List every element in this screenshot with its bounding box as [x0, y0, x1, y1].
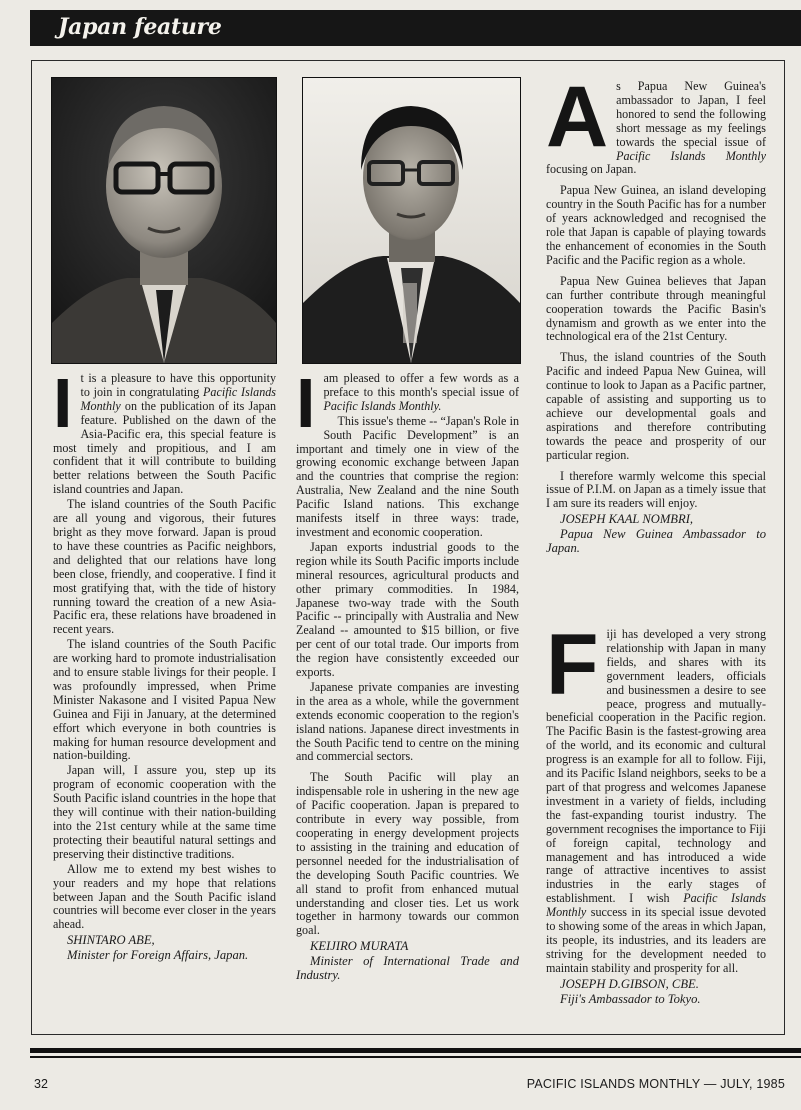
article-paragraph: Japan will, I assure you, step up its program of economic cooperation with the South Pacific island countries in the hope that they will continue with their nation-building into the 21st century while at the same time protecting their beautiful natural settings and preserving their distinctive traditions.	[53, 763, 276, 861]
signature-title: Papua New Guinea Ambassador to Japan.	[546, 527, 766, 556]
article-murata	[296, 364, 519, 983]
portrait-photo-murata	[302, 77, 521, 364]
signature-title: Minister for Foreign Affairs, Japan.	[67, 948, 249, 963]
drop-cap: A	[546, 69, 609, 165]
article-abe	[53, 364, 276, 963]
article-lead-paragraph	[53, 364, 276, 497]
signature-title: Fiji's Ambassador to Tokyo.	[560, 991, 701, 1006]
signature-name: SHINTARO ABE,	[67, 933, 155, 948]
lead-text-rest: on the publication of its Japan feature. Published on the dawn of the Asia-Pacific era, this special feature is most timely and propitious, and I am confident that it will contribute to building better relations between the South Pacific island countries and Japan.	[53, 398, 276, 497]
signature-name: JOSEPH KAAL NOMBRI,	[560, 512, 694, 527]
section-title: Japan feature	[58, 14, 222, 40]
signature-name: JOSEPH D.GIBSON, CBE.	[560, 976, 699, 991]
footer-rule-thick	[30, 1048, 801, 1053]
article-lead-paragraph	[296, 372, 519, 414]
signature-name: KEIJIRO MURATA	[310, 939, 409, 954]
publication-name: Pacific Islands Monthly	[80, 384, 276, 413]
drop-cap: F	[546, 617, 599, 713]
article-nombri	[546, 69, 766, 556]
drop-cap: I	[53, 364, 73, 442]
lead-text: iji has developed a very strong relationship with Japan in many fields, and shares with its government leaders, officials and businessmen a desire to see peace, progress and mutually-beneficial cooperation in the Pacific region. The Pacific Basin is the fastest-growing area of the world, and its economic and cultural progress is an example for all to follow. Fiji, and its Pacific Island neighbors, seeks to be a part of that progress and welcomes Japanese investment in a variety of fields, including the fast-expanding tourist industry. The government recognises the importance to Fiji of foreign capital, technology and management and has introduced a wide range of attractive incentives to assist industries in the early stages of establishment. I wish	[546, 627, 766, 906]
portrait-photo-abe	[51, 77, 277, 364]
lead-text: t is a pleasure to have this opportunity to join in congratulating	[80, 371, 276, 399]
article-paragraph: The island countries of the South Pacific are working hard to promote industrialisation and to ensure stable livings for their people. I was profoundly impressed, when Prime Minister Nakasone and I visited Papua New Guinea and Fiji in January, at the determined effort which everyone in both countries is making for human resource development and nation-building.	[53, 637, 276, 763]
lead-text: s Papua New Guinea's ambassador to Japan, I feel honored to send the following short message as my feelings towards the special issue of	[616, 79, 766, 149]
footer-rule-thin	[30, 1056, 801, 1058]
article-paragraph: This issue's theme -- “Japan's Role in South Pacific Development” is an important and timely one in view of the growing economic exchange between Japan and the countries that comprise the region: Australia, New Zealand and the nine South Pacific Island nations. This exchange manifests itself in three ways: trade, investment and economic cooperation.	[296, 413, 519, 539]
publication-name: Pacific Islands Monthly	[616, 148, 766, 163]
page-number: 32	[34, 1077, 48, 1091]
article-paragraph: Thus, the island countries of the South Pacific and indeed Papua New Guinea, will continue to look to Japan as a Pacific partner, capable of assisting and supporting us to achieve our developmental goals and aspirations and therefore contributing towards the peace and prosperity of our particular region.	[546, 350, 766, 462]
signature-title: Minister of International Trade and Industry.	[296, 954, 519, 983]
section-banner	[30, 10, 801, 46]
lead-text-rest: success in its special issue devoted to showing some of the areas in which Japan, its people, its industries, and its leaders are striving for the development needed to maintain stability and prosperity for all.	[546, 905, 766, 975]
article-paragraph: Papua New Guinea believes that Japan can further contribute through meaningful cooperation towards the Pacific Basin's dynamism and growth as we enter into the technological era of the 21st Century.	[546, 273, 766, 344]
article-paragraph: The South Pacific will play an indispensable role in ushering in the new age of Pacific cooperation. Japan is prepared to contribute in every way possible, from cooperating in energy development projects to assisting in the training and education of personnel needed for the industrialisation of the developing South Pacific countries. We all stand to profit from enhanced mutual understanding and closer ties. Let us work together in harmony towards our common goal.	[296, 770, 519, 938]
lead-text-rest: focusing on Japan.	[546, 162, 637, 177]
article-paragraph: The island countries of the South Pacific are all young and vigorous, their futures bright as they move forward. Japan is proud to have these countries as Pacific neighbors, and delighted that our relations have long been close, friendly, and cooperative. I find it most gratifying that, with the tide of history running toward the creation of a new Asia-Pacific era, these relations have broadened in recent years.	[53, 497, 276, 637]
drop-cap: I	[296, 364, 316, 442]
publication-name: Pacific Islands Monthly.	[323, 398, 442, 413]
article-gibson	[546, 617, 766, 1006]
article-paragraph: I therefore warmly welcome this special issue of P.I.M. on Japan as a timely issue that I am sure its readers will enjoy.	[546, 468, 766, 511]
article-paragraph: Japanese private companies are investing in the area as a whole, while the government extends economic cooperation to the region's island nations. Japanese direct investments in the South Pacific tend to centre on the mining and commercial sectors.	[296, 679, 519, 764]
publication-footer: PACIFIC ISLANDS MONTHLY — JULY, 1985	[526, 1077, 785, 1091]
article-paragraph: Japan exports industrial goods to the region while its South Pacific imports include mineral resources, agricultural products and other primary commodities. In 1984, Japanese two-way trade with the South Pacific -- principally with Australia and New Zealand -- amounted to $15 billion, or five per cent of our total trade. Our imports from the region have consistently exceeded our exports.	[296, 539, 519, 680]
lead-text: am pleased to offer a few words as a preface to this month's special issue of	[323, 371, 519, 399]
article-paragraph: Allow me to extend my best wishes to your readers and my hope that relations between Japan and the South Pacific island countries will become ever closer in the years ahead.	[53, 861, 276, 932]
article-paragraph: Papua New Guinea, an island developing country in the South Pacific has for a number of years acknowledged and recognised the role that Japan is capable of playing towards the enhancement of economies in the South Pacific and the Pacific region as a whole.	[546, 183, 766, 267]
publication-name: Pacific Islands Monthly	[546, 891, 766, 920]
